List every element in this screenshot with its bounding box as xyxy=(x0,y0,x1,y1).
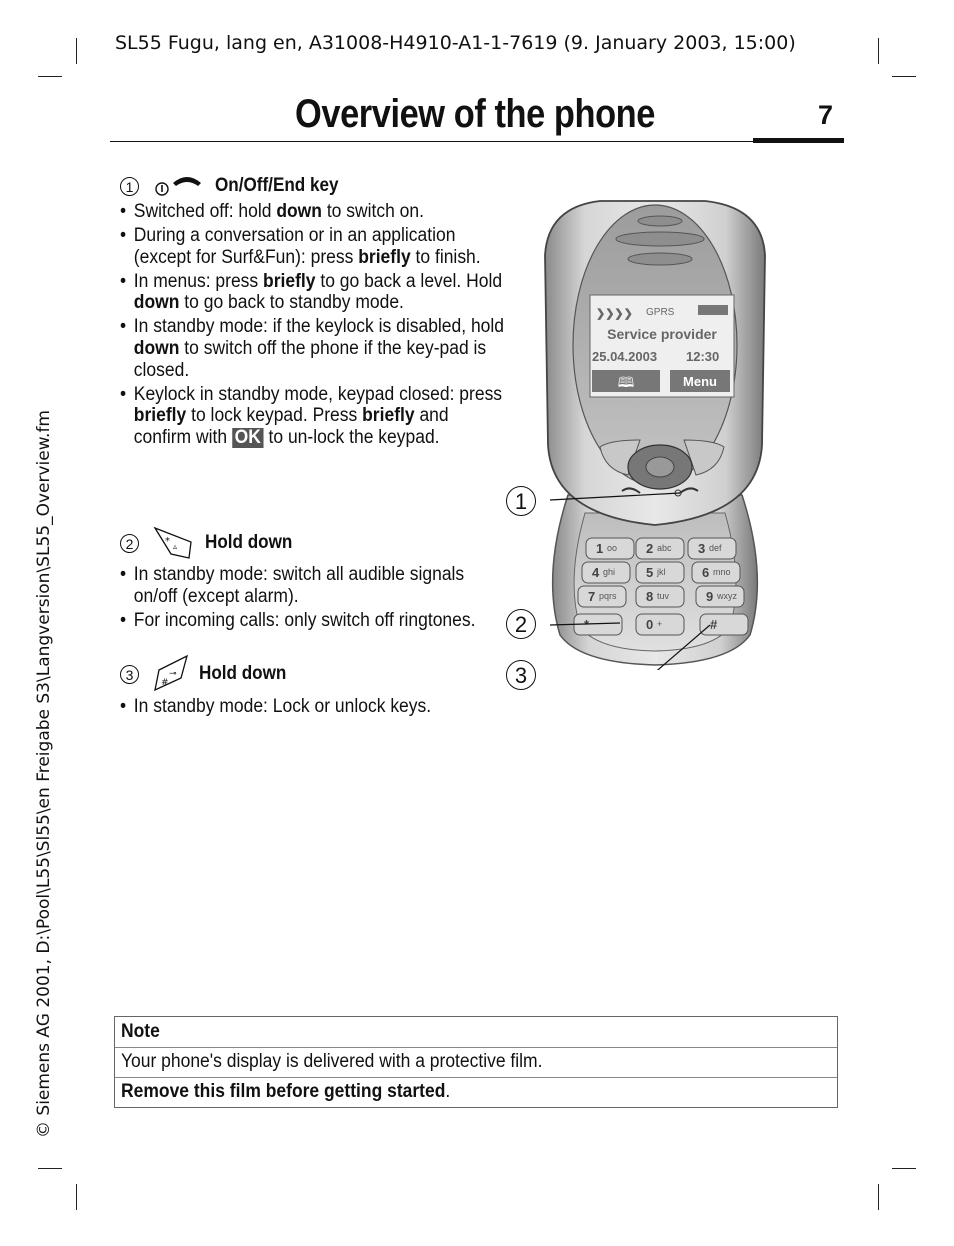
bullet-text: In menus: press xyxy=(133,270,264,292)
page-title: Overview of the phone xyxy=(295,92,655,136)
phonebook-icon: 🕮 xyxy=(617,375,635,391)
crop-mark xyxy=(878,38,879,64)
bullet-emphasis: briefly xyxy=(362,405,415,427)
phone-illustration xyxy=(500,195,800,670)
bullet-emphasis: down xyxy=(133,292,180,314)
display-time: 12:30 xyxy=(686,349,720,364)
keypad-key-number: 7 xyxy=(588,589,596,604)
section-1 xyxy=(120,173,505,451)
on-off-end-key-icon xyxy=(151,173,207,199)
page-number: 7 xyxy=(818,100,834,130)
keypad-key-letters: wxyz xyxy=(717,591,737,601)
svg-text:▵: ▵ xyxy=(173,542,178,551)
callout-2: 2 xyxy=(506,609,536,639)
crop-mark xyxy=(76,38,77,64)
svg-text:❯❯❯❯: ❯❯❯❯ xyxy=(596,308,633,320)
bullet-item xyxy=(120,610,508,632)
bullet-text: For incoming calls: only switch off ringtones. xyxy=(133,609,476,631)
page-number-rule xyxy=(753,138,844,143)
bullet-item xyxy=(120,271,508,314)
crop-mark xyxy=(38,1168,62,1169)
gprs-indicator: GPRS xyxy=(646,307,675,318)
svg-text:Menu: Menu xyxy=(683,374,717,389)
keypad-keys xyxy=(574,538,748,635)
bullet-text: Switched off: hold xyxy=(133,201,277,222)
sidebar-file-path: © Siemens AG 2001, D:\Pool\L55\Sl55\en Freigabe S3\Langversion\SL55_Overview.fm xyxy=(34,410,54,1138)
callout-number: 2 xyxy=(120,534,139,553)
bullet-item xyxy=(120,225,508,268)
crop-mark xyxy=(76,1184,77,1210)
bullet-item xyxy=(120,696,508,718)
section-header xyxy=(120,654,490,694)
keypad-key-letters: pqrs xyxy=(599,591,617,601)
keypad-key-number: 9 xyxy=(706,589,714,604)
bullet-text: to go back a level. Hold xyxy=(315,270,503,292)
keypad-key-letters: oo xyxy=(607,543,618,553)
note-divider xyxy=(115,1077,837,1078)
keypad-key-letters: jkl xyxy=(657,567,666,577)
keypad-key-number: 2 xyxy=(646,541,654,556)
keypad-key-number: 1 xyxy=(596,541,604,556)
note-box xyxy=(114,1016,838,1108)
section-2 xyxy=(120,524,490,634)
note-emphasis: Remove this film before getting started xyxy=(121,1081,446,1102)
bullet-text: to switch off the phone if the key-pad is closed. xyxy=(133,338,487,381)
bullet-emphasis: briefly xyxy=(263,270,316,292)
bullet-list xyxy=(120,696,490,718)
keypad-key-number: 5 xyxy=(646,565,654,580)
speaker-grille xyxy=(638,216,682,226)
crop-mark xyxy=(878,1184,879,1210)
bullet-text: In standby mode: switch all audible signals on/off (except alarm). xyxy=(133,564,465,607)
bullet-emphasis: briefly xyxy=(358,246,411,268)
section-label: Hold down xyxy=(205,532,293,554)
document-meta: SL55 Fugu, lang en, A31008-H4910-A1-1-7619 (9. January 2003, 15:00) xyxy=(115,32,796,54)
note-divider xyxy=(115,1047,837,1048)
callout-number: 3 xyxy=(120,665,139,684)
section-3 xyxy=(120,654,490,720)
keypad-key-letters: abc xyxy=(657,543,672,553)
bullet-text: Keylock in standby mode, keypad closed: press xyxy=(133,383,503,405)
section-label: On/Off/End key xyxy=(215,175,339,197)
bullet-text: to lock keypad. Press xyxy=(186,405,363,427)
bullet-item xyxy=(120,201,508,223)
bullet-item xyxy=(120,384,508,449)
callout-1: 1 xyxy=(506,486,536,516)
bullet-text: In standby mode: if the keylock is disabled, hold xyxy=(133,316,505,338)
hash-key-icon xyxy=(151,654,191,694)
bullet-text: During a conversation or in an application (except for Surf&Fun): press xyxy=(133,225,456,268)
bullet-list xyxy=(120,201,505,449)
section-header xyxy=(120,173,490,199)
note-title: Note xyxy=(121,1021,160,1042)
battery-icon xyxy=(698,305,728,315)
keypad-key-letters: + xyxy=(657,619,663,629)
keypad-key-letters: ghi xyxy=(603,567,616,577)
bullet-emphasis: briefly xyxy=(133,405,187,427)
keypad-key-number: 3 xyxy=(698,541,706,556)
keypad-key-letters: def xyxy=(709,543,722,553)
keypad-key-number: 4 xyxy=(592,565,600,580)
bullet-text: to switch on. xyxy=(321,201,424,222)
svg-text:*: * xyxy=(165,536,170,547)
keypad-key-number: 6 xyxy=(702,565,710,580)
crop-mark xyxy=(38,76,62,77)
ok-key-badge: OK xyxy=(232,428,264,448)
crop-mark xyxy=(892,1168,916,1169)
keypad-key-number: 8 xyxy=(646,589,654,604)
bullet-emphasis: down xyxy=(276,201,322,222)
bullet-emphasis: down xyxy=(133,338,180,360)
svg-text:#: # xyxy=(161,678,169,688)
callout-number: 1 xyxy=(120,177,139,196)
section-label: Hold down xyxy=(199,663,287,685)
keypad-key-letters: mno xyxy=(713,567,731,577)
crop-mark xyxy=(892,76,916,77)
section-header xyxy=(120,524,490,562)
bullet-text: to finish. xyxy=(410,246,481,268)
note-line-2 xyxy=(121,1081,450,1103)
keypad-key-number: 0 xyxy=(646,617,654,632)
provider-label: Service provider xyxy=(607,326,717,342)
keypad-key-letters: tuv xyxy=(657,591,670,601)
svg-text:⊸: ⊸ xyxy=(169,669,177,679)
bullet-text: to un-lock the keypad. xyxy=(263,426,440,448)
keypad-key-number: # xyxy=(710,617,718,632)
note-end: . xyxy=(445,1081,451,1102)
bullet-list xyxy=(120,564,490,631)
callout-3: 3 xyxy=(506,660,536,690)
title-rule xyxy=(110,141,844,142)
star-key-icon xyxy=(151,524,195,562)
bullet-text: In standby mode: Lock or unlock keys. xyxy=(133,696,432,717)
display-date: 25.04.2003 xyxy=(592,349,658,364)
note-line-1: Your phone's display is delivered with a protective film. xyxy=(121,1051,543,1072)
bullet-text: and confirm with xyxy=(133,405,449,448)
bullet-text: to go back to standby mode. xyxy=(179,292,404,314)
bullet-item xyxy=(120,564,508,607)
bullet-item xyxy=(120,316,508,381)
keypad-key xyxy=(700,614,748,635)
